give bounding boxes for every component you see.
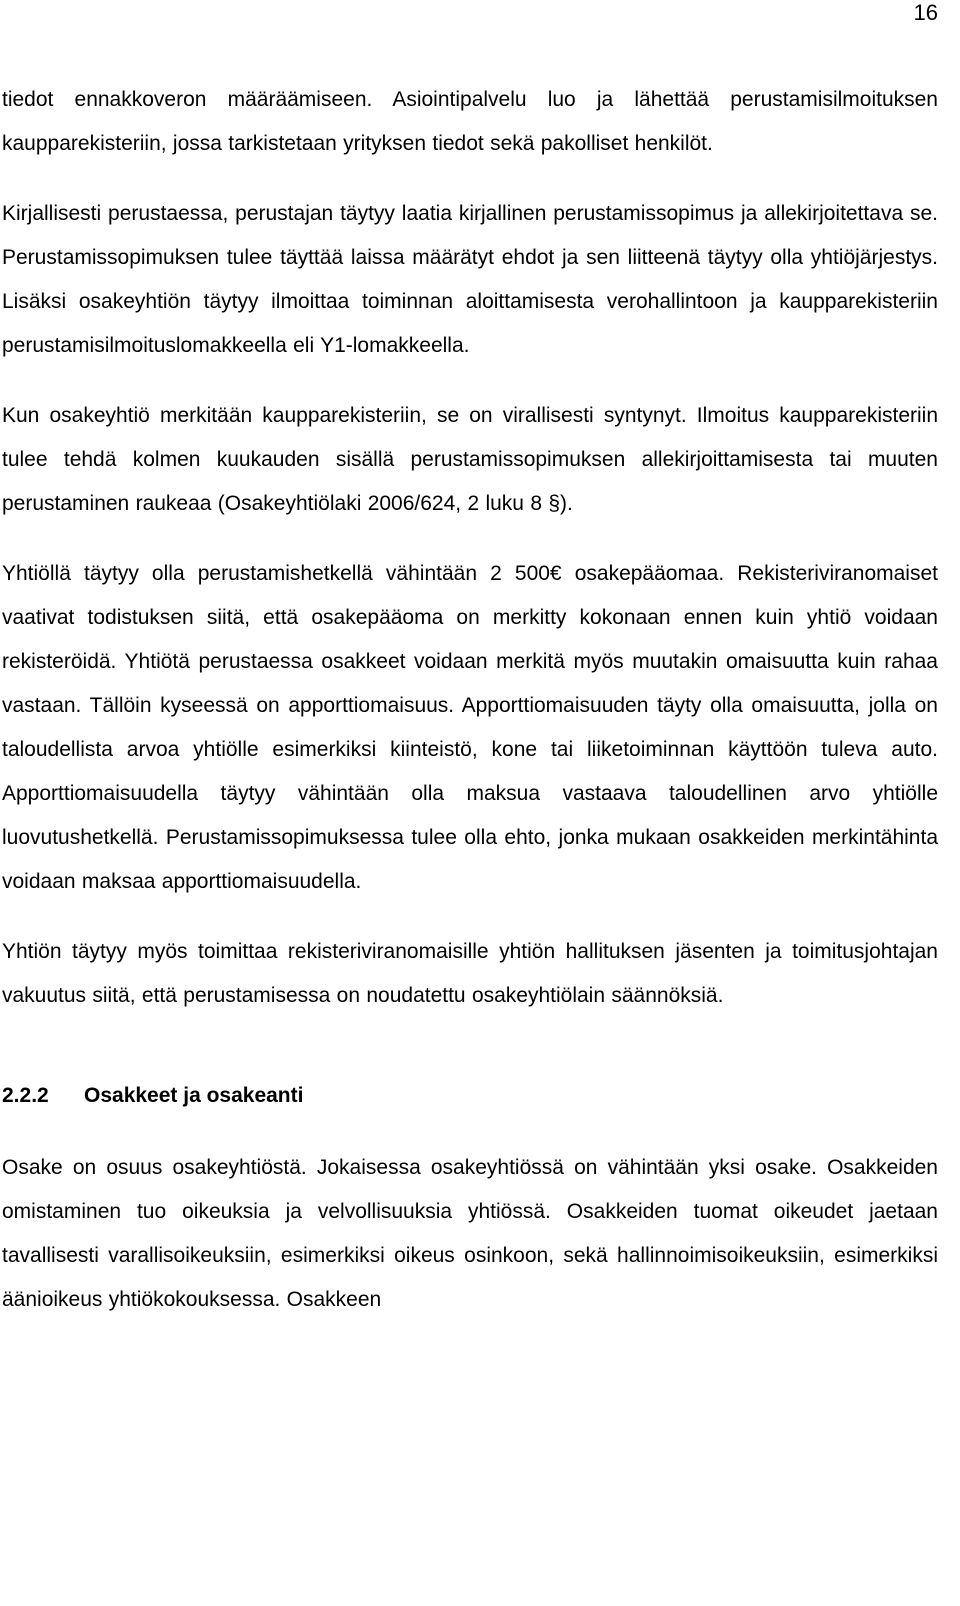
paragraph-3: Kun osakeyhtiö merkitään kaupparekisteriin, se on virallisesti syntynyt. Ilmoitus kaupparekisteriin tulee tehdä kolmen kuukauden sisällä perustamissopimuksen allekirjoittamisesta tai muuten perustaminen raukeaa (Osakeyhtiölaki 2006/624, 2 luku 8 §). [2, 404, 938, 515]
paragraph-1: tiedot ennakkoveron määräämiseen. Asiointipalvelu luo ja lähettää perustamisilmoituksen kaupparekisteriin, jossa tarkistetaan yrityksen tiedot sekä pakolliset henkilöt. [2, 88, 938, 155]
section-title: Osakkeet ja osakeanti [84, 1084, 304, 1107]
section-paragraph-1: Osake on osuus osakeyhtiöstä. Jokaisessa osakeyhtiössä on vähintään yksi osake. Osakkeiden omistaminen tuo oikeuksia ja velvollisuuksia yhtiössä. Osakkeiden tuomat oikeudet jaetaan tavallisesti varallisoikeuksiin, esimerkiksi oikeus osinkoon, sekä hallinnoimisoikeuksiin, esimerkiksi äänioikeus yhtiökokouksessa. Osakkeen [2, 1156, 938, 1311]
paragraph-5: Yhtiön täytyy myös toimittaa rekisteriviranomaisille yhtiön hallituksen jäsenten ja toimitusjohtajan vakuutus siitä, että perustamisessa on noudatettu osakeyhtiölain säännöksiä. [2, 940, 938, 1007]
paragraph-2: Kirjallisesti perustaessa, perustajan täytyy laatia kirjallinen perustamissopimus ja allekirjoitettava se. Perustamissopimuksen tulee täyttää laissa määrätyt ehdot ja sen liitteenä täytyy olla yhtiöjärjestys. Lisäksi osakeyhtiön täytyy ilmoittaa toiminnan aloittamisesta verohallintoon ja kaupparekisteriin perustamisilmoituslomakkeella eli Y1-lomakkeella. [2, 202, 938, 357]
paragraph-4: Yhtiöllä täytyy olla perustamishetkellä vähintään 2 500€ osakepääomaa. Rekisteriviranomaiset vaativat todistuksen siitä, että osakepääoma on merkitty kokonaan ennen kuin yhtiö voidaan rekisteröidä. Yhtiötä perustaessa osakkeet voidaan merkitä myös muutakin omaisuutta kuin rahaa vastaan. Tällöin kyseessä on apporttiomaisuus. Apporttiomaisuuden täyty olla omaisuutta, jolla on taloudellista arvoa yhtiölle esimerkiksi kiinteistö, kone tai liiketoiminnan käyttöön tuleva auto. Apporttiomaisuudella täytyy vähintään olla maksua vastaava taloudellinen arvo yhtiölle luovutushetkellä. Perustamissopimuksessa tulee olla ehto, jonka mukaan osakkeiden merkintähinta voidaan maksaa apporttiomaisuudella. [2, 562, 938, 893]
document-body [2, 78, 938, 1348]
section-number: 2.2.2 [2, 1084, 49, 1107]
page-number: 16 [913, 0, 938, 25]
section-heading [2, 1074, 938, 1118]
